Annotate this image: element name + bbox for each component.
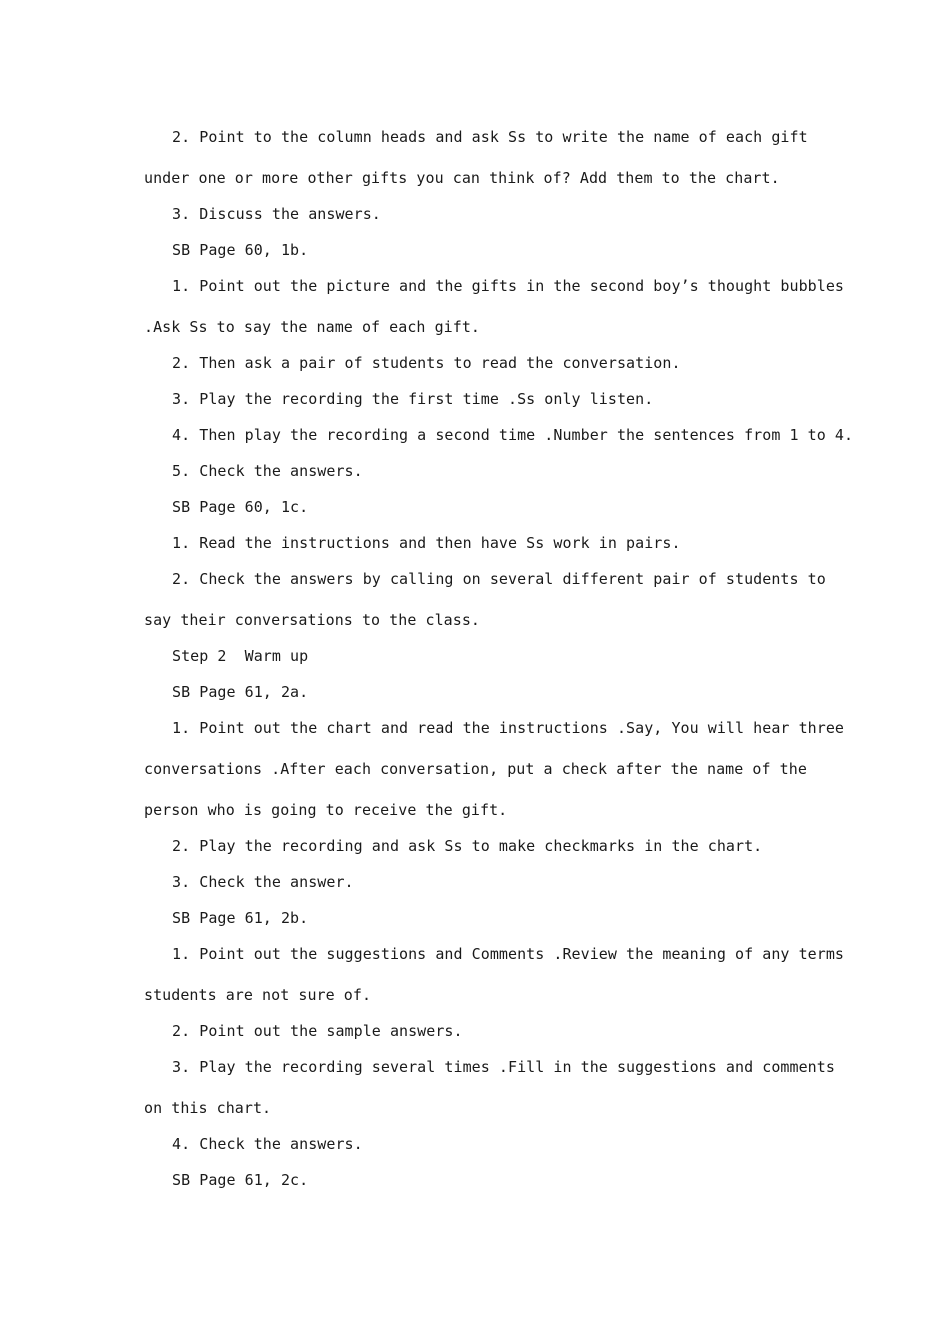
line-20: 2. Play the recording and ask Ss to make checkmarks in the chart.	[172, 837, 763, 855]
line-16: SB Page 61, 2a.	[172, 683, 309, 701]
line-10: 5. Check the answers.	[172, 462, 363, 480]
line-7: 2. Then ask a pair of students to read the conversation.	[172, 354, 681, 372]
line-4: SB Page 60, 1b.	[172, 241, 309, 259]
line-26: 3. Play the recording several times .Fill in the suggestions and comments	[172, 1058, 835, 1076]
line-23: 1. Point out the suggestions and Comments .Review the meaning of any terms	[172, 945, 844, 963]
line-19: person who is going to receive the gift.	[144, 801, 508, 819]
line-5: 1. Point out the picture and the gifts in the second boy’s thought bubbles	[172, 277, 844, 295]
line-13: 2. Check the answers by calling on several different pair of students to	[172, 570, 826, 588]
line-6: .Ask Ss to say the name of each gift.	[144, 318, 480, 336]
line-21: 3. Check the answer.	[172, 873, 354, 891]
line-22: SB Page 61, 2b.	[172, 909, 309, 927]
line-1: 2. Point to the column heads and ask Ss to write the name of each gift	[172, 128, 808, 146]
line-24: students are not sure of.	[144, 986, 372, 1004]
line-11: SB Page 60, 1c.	[172, 498, 309, 516]
line-27: on this chart.	[144, 1099, 272, 1117]
line-3: 3. Discuss the answers.	[172, 205, 381, 223]
line-2: under one or more other gifts you can think of? Add them to the chart.	[144, 169, 780, 187]
line-25: 2. Point out the sample answers.	[172, 1022, 463, 1040]
line-28: 4. Check the answers.	[172, 1135, 363, 1153]
line-8: 3. Play the recording the first time .Ss only listen.	[172, 390, 654, 408]
line-29: SB Page 61, 2c.	[172, 1171, 309, 1189]
line-9: 4. Then play the recording a second time .Number the sentences from 1 to 4.	[172, 426, 854, 444]
line-12: 1. Read the instructions and then have Ss work in pairs.	[172, 534, 681, 552]
line-15: Step 2 Warm up	[172, 647, 309, 665]
line-18: conversations .After each conversation, put a check after the name of the	[144, 760, 807, 778]
line-17: 1. Point out the chart and read the instructions .Say, You will hear three	[172, 719, 844, 737]
line-14: say their conversations to the class.	[144, 611, 480, 629]
